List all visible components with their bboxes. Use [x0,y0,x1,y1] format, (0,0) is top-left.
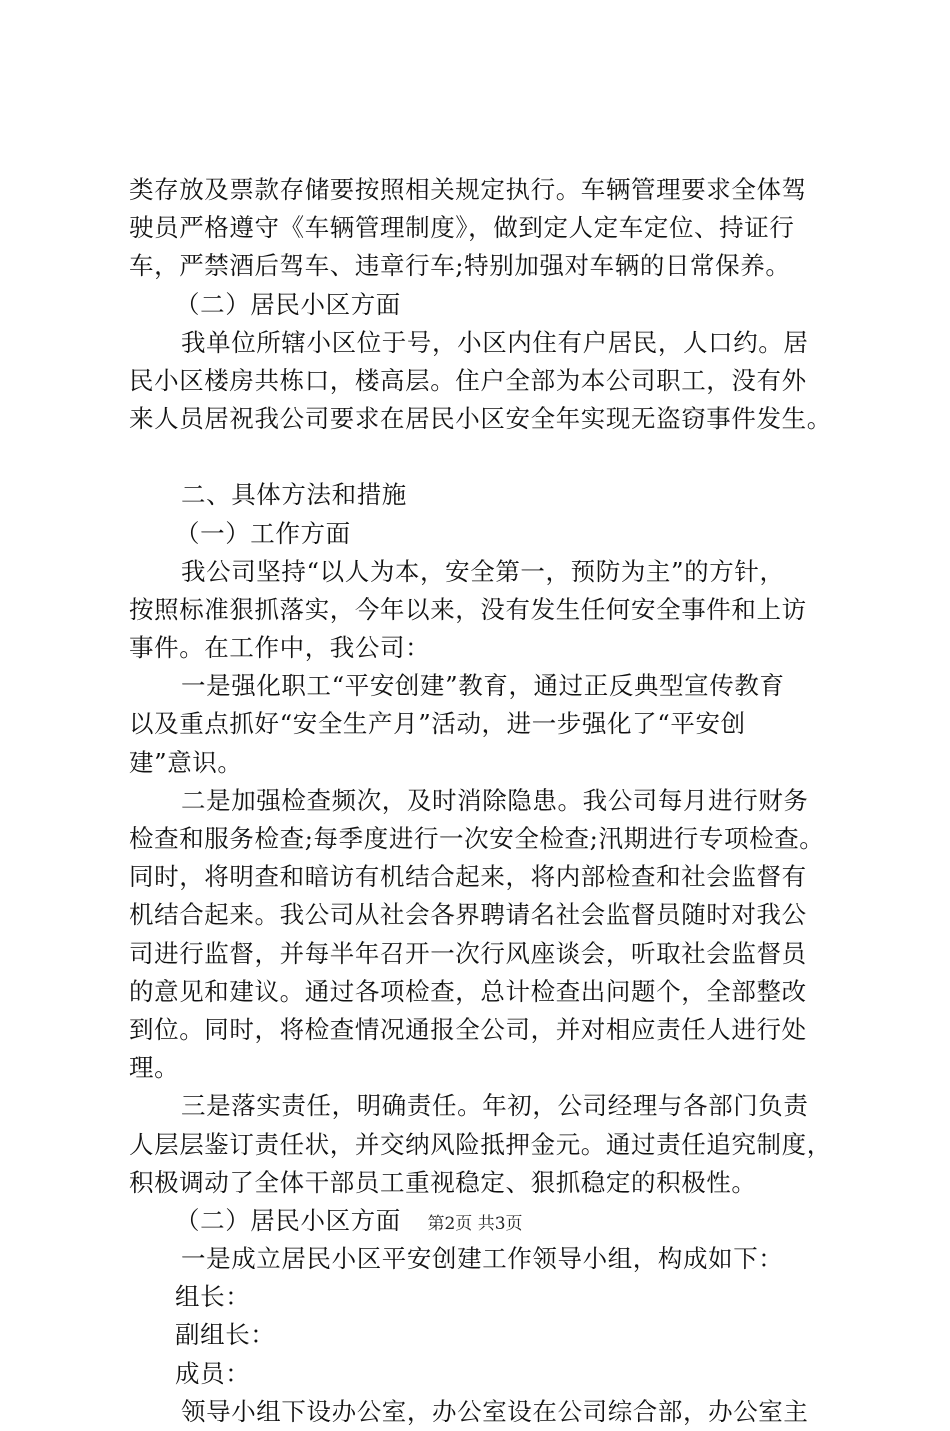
text-line: 成员： [175,1358,251,1388]
text-line: 建”意识。 [129,747,243,777]
text-line: 一是成立居民小区平安创建工作领导小组，构成如下： [181,1244,784,1274]
text-line: 检查和服务检查;每季度进行一次安全检查;汛期进行专项检查。 [129,824,825,853]
text-line: 以及重点抓好“安全生产月”活动，进一步强化了“平安创 [129,709,746,739]
text-line: 类存放及票款存储要按照相关规定执行。车辆管理要求全体驾 [129,175,807,204]
section-heading: 二、具体方法和措施 [181,480,407,510]
text-line: 车，严禁酒后驾车、违章行车;特别加强对车辆的日常保养。 [129,251,791,281]
page-number-footer: 第2页 共3页 [427,1214,523,1234]
text-line: 我单位所辖小区位于号，小区内住有户居民，人口约。居 [181,327,809,357]
text-line: 驶员严格遵守《车辆管理制度》，做到定人定车定位、持证行 [129,213,795,243]
section-heading: （二）居民小区方面 [175,1205,401,1235]
text-line: 积极调动了全体干部员工重视稳定、狠抓稳定的积极性。 [129,1167,757,1197]
text-line: 一是强化职工“平安创建”教育，通过正反典型宣传教育 [181,671,785,701]
text-line: 的意见和建议。通过各项检查，总计检查出问题个，全部整改 [129,976,807,1006]
text-line: 组长： [175,1282,251,1312]
text-line: 人层层鉴订责任状，并交纳风险抵押金元。通过责任追究制度， [129,1129,832,1159]
document-body [129,171,839,1431]
blank-line [129,438,839,476]
text-line: 理。 [129,1053,180,1083]
section-heading: （二）居民小区方面 [175,289,401,319]
text-line: 司进行监督，并每半年召开一次行风座谈会，听取社会监督员 [129,938,807,968]
text-line: 副组长： [175,1320,276,1350]
text-line: 同时，将明查和暗访有机结合起来，将内部检查和社会监督有 [129,862,807,892]
text-line: 民小区楼房共栋口，楼高层。住户全部为本公司职工，没有外 [129,365,807,395]
text-line: 到位。同时，将检查情况通报全公司，并对相应责任人进行处 [129,1014,807,1044]
text-line: 我公司坚持“以人为本，安全第一，预防为主”的方针， [181,556,785,586]
section-heading: （一）工作方面 [175,518,351,548]
text-line: 机结合起来。我公司从社会各界聘请名社会监督员随时对我公 [129,900,807,930]
text-line: 三是落实责任，明确责任。年初，公司经理与各部门负责 [181,1091,809,1121]
text-line: 二是加强检查频次，及时消除隐患。我公司每月进行财务 [181,785,809,815]
text-line: 领导小组下设办公室，办公室设在公司综合部，办公室主 [181,1396,809,1426]
text-line: 按照标准狠抓落实，今年以来，没有发生任何安全事件和上访 [129,594,807,624]
text-line: 事件。在工作中，我公司： [129,633,431,663]
text-line: 来人员居祝我公司要求在居民小区安全年实现无盗窃事件发生。 [129,404,832,434]
